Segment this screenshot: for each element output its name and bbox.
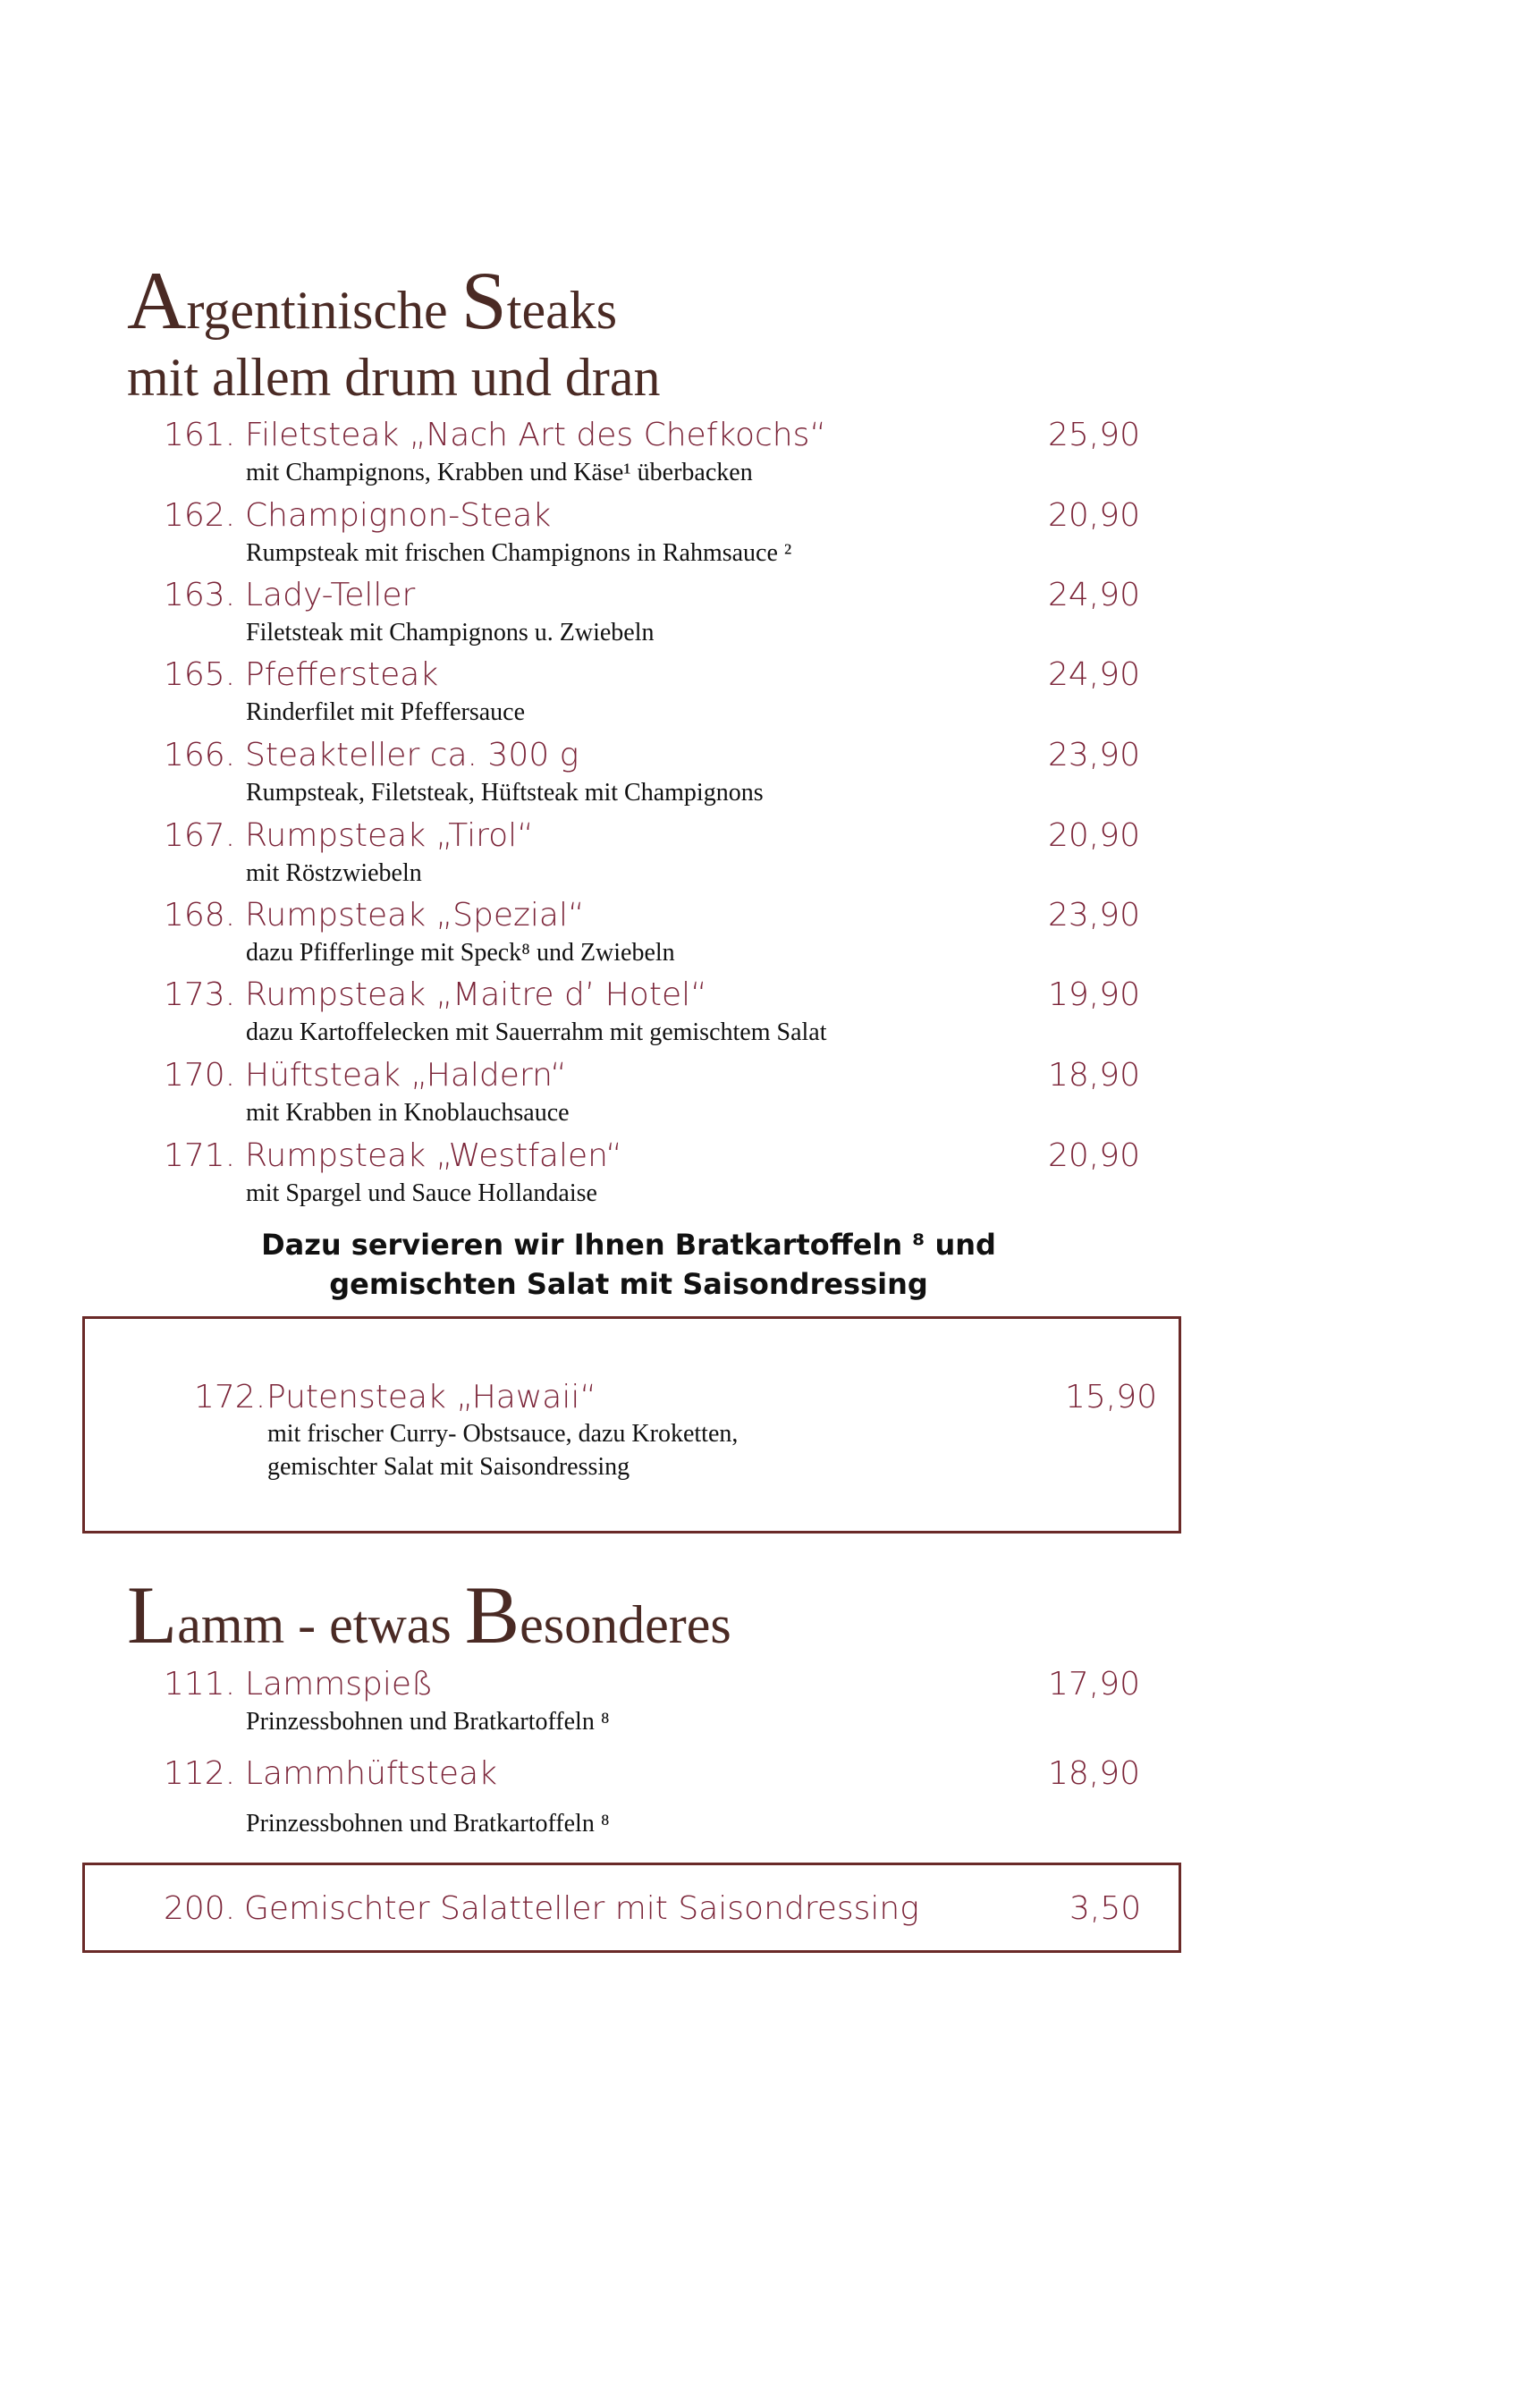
title-text: teaks: [506, 281, 618, 340]
item-price: 18,90: [1048, 1755, 1141, 1792]
menu-item: [0, 737, 1538, 807]
note-line: Dazu servieren wir Ihnen Bratkartoffeln ⁸ und: [261, 1228, 996, 1262]
menu-item: [0, 577, 1538, 646]
item-name: Filetsteak „Nach Art des Chefkochs“: [245, 417, 826, 453]
title-initial: S: [461, 255, 507, 346]
item-description: mit Röstzwiebeln: [246, 859, 422, 887]
item-description: Prinzessbohnen und Bratkartoffeln ⁸: [246, 1708, 610, 1736]
item-description: dazu Kartoffelecken mit Sauerrahm mit gemischtem Salat: [246, 1018, 827, 1046]
section-title-steaks: [127, 255, 618, 346]
item-number: 168.: [164, 897, 236, 934]
item-number: 173.: [164, 976, 236, 1013]
menu-item: [0, 417, 1538, 486]
section-title-lamb: [127, 1569, 731, 1660]
item-description: mit frischer Curry- Obstsauce, dazu Kroketten,: [267, 1420, 739, 1448]
item-name: Rumpsteak „Westfalen“: [245, 1137, 622, 1174]
item-price: 23,90: [1048, 737, 1141, 773]
item-name: Pfeffersteak: [245, 656, 439, 693]
section-subtitle-steaks: mit allem drum und dran: [127, 348, 661, 407]
note-line: gemischten Salat mit Saisondressing: [329, 1267, 928, 1301]
title-text: amm - etwas: [177, 1595, 465, 1654]
side-dish-note: [164, 1225, 1094, 1304]
item-name: Rumpsteak „Spezial“: [245, 897, 585, 934]
item-name: Rumpsteak „Tirol“: [245, 817, 534, 854]
item-price: 23,90: [1048, 897, 1141, 934]
title-text: esonderes: [520, 1595, 731, 1654]
item-price: 17,90: [1048, 1666, 1141, 1702]
item-name: Lammhüftsteak: [245, 1755, 497, 1792]
item-name: Rumpsteak „Maitre d’ Hotel“: [245, 976, 707, 1013]
item-number: 111.: [164, 1666, 236, 1702]
item-number: 172.: [194, 1379, 266, 1415]
item-price: 3,50: [1069, 1890, 1142, 1927]
item-name: Champignon-Steak: [245, 497, 552, 534]
item-number: 166.: [164, 737, 236, 773]
title-initial: L: [127, 1569, 178, 1660]
item-description: mit Champignons, Krabben und Käse¹ überbacken: [246, 459, 753, 486]
item-number: 167.: [164, 817, 236, 854]
title-text: rgentinische: [186, 281, 461, 340]
menu-item: [0, 497, 1538, 567]
item-price: 15,90: [1065, 1379, 1158, 1415]
item-description: Rumpsteak mit frischen Champignons in Rahmsauce ²: [246, 539, 792, 567]
item-description: Prinzessbohnen und Bratkartoffeln ⁸: [246, 1810, 610, 1838]
item-price: 20,90: [1048, 817, 1141, 854]
item-name: Steakteller ca. 300 g: [245, 737, 579, 773]
item-price: 25,90: [1048, 417, 1141, 453]
item-name: Hüftsteak „Haldern“: [245, 1057, 567, 1094]
item-number: 200.: [164, 1890, 236, 1927]
menu-item: [0, 976, 1538, 1046]
item-name: Putensteak „Hawaii“: [266, 1379, 596, 1415]
item-price: 20,90: [1048, 497, 1141, 534]
item-price: 24,90: [1048, 577, 1141, 613]
menu-item: [0, 1137, 1538, 1207]
side-salad-box: [82, 1863, 1181, 1953]
menu-item: [0, 817, 1538, 887]
item-name: Lammspieß: [245, 1666, 434, 1702]
item-number: 161.: [164, 417, 236, 453]
item-price: 19,90: [1048, 976, 1141, 1013]
item-description: dazu Pfifferlinge mit Speck⁸ und Zwiebeln: [246, 939, 675, 967]
item-description: mit Spargel und Sauce Hollandaise: [246, 1179, 597, 1207]
item-description: Filetsteak mit Champignons u. Zwiebeln: [246, 619, 655, 646]
item-number: 165.: [164, 656, 236, 693]
menu-item: [0, 1755, 1538, 1838]
item-description: Rinderfilet mit Pfeffersauce: [246, 698, 526, 726]
menu-item: [0, 656, 1538, 726]
item-name: Gemischter Salatteller mit Saisondressing: [244, 1890, 919, 1927]
item-description: Rumpsteak, Filetsteak, Hüftsteak mit Champignons: [246, 779, 764, 807]
item-number: 170.: [164, 1057, 236, 1094]
item-price: 24,90: [1048, 656, 1141, 693]
item-number: 112.: [164, 1755, 236, 1792]
featured-item-box: [82, 1316, 1181, 1534]
item-price: 18,90: [1048, 1057, 1141, 1094]
title-initial: B: [464, 1569, 520, 1660]
item-description: gemischter Salat mit Saisondressing: [267, 1453, 630, 1481]
item-name: Lady-Teller: [245, 577, 416, 613]
item-number: 171.: [164, 1137, 236, 1174]
item-number: 163.: [164, 577, 236, 613]
item-description: mit Krabben in Knoblauchsauce: [246, 1099, 570, 1127]
item-price: 20,90: [1048, 1137, 1141, 1174]
title-initial: A: [127, 255, 187, 346]
item-number: 162.: [164, 497, 236, 534]
